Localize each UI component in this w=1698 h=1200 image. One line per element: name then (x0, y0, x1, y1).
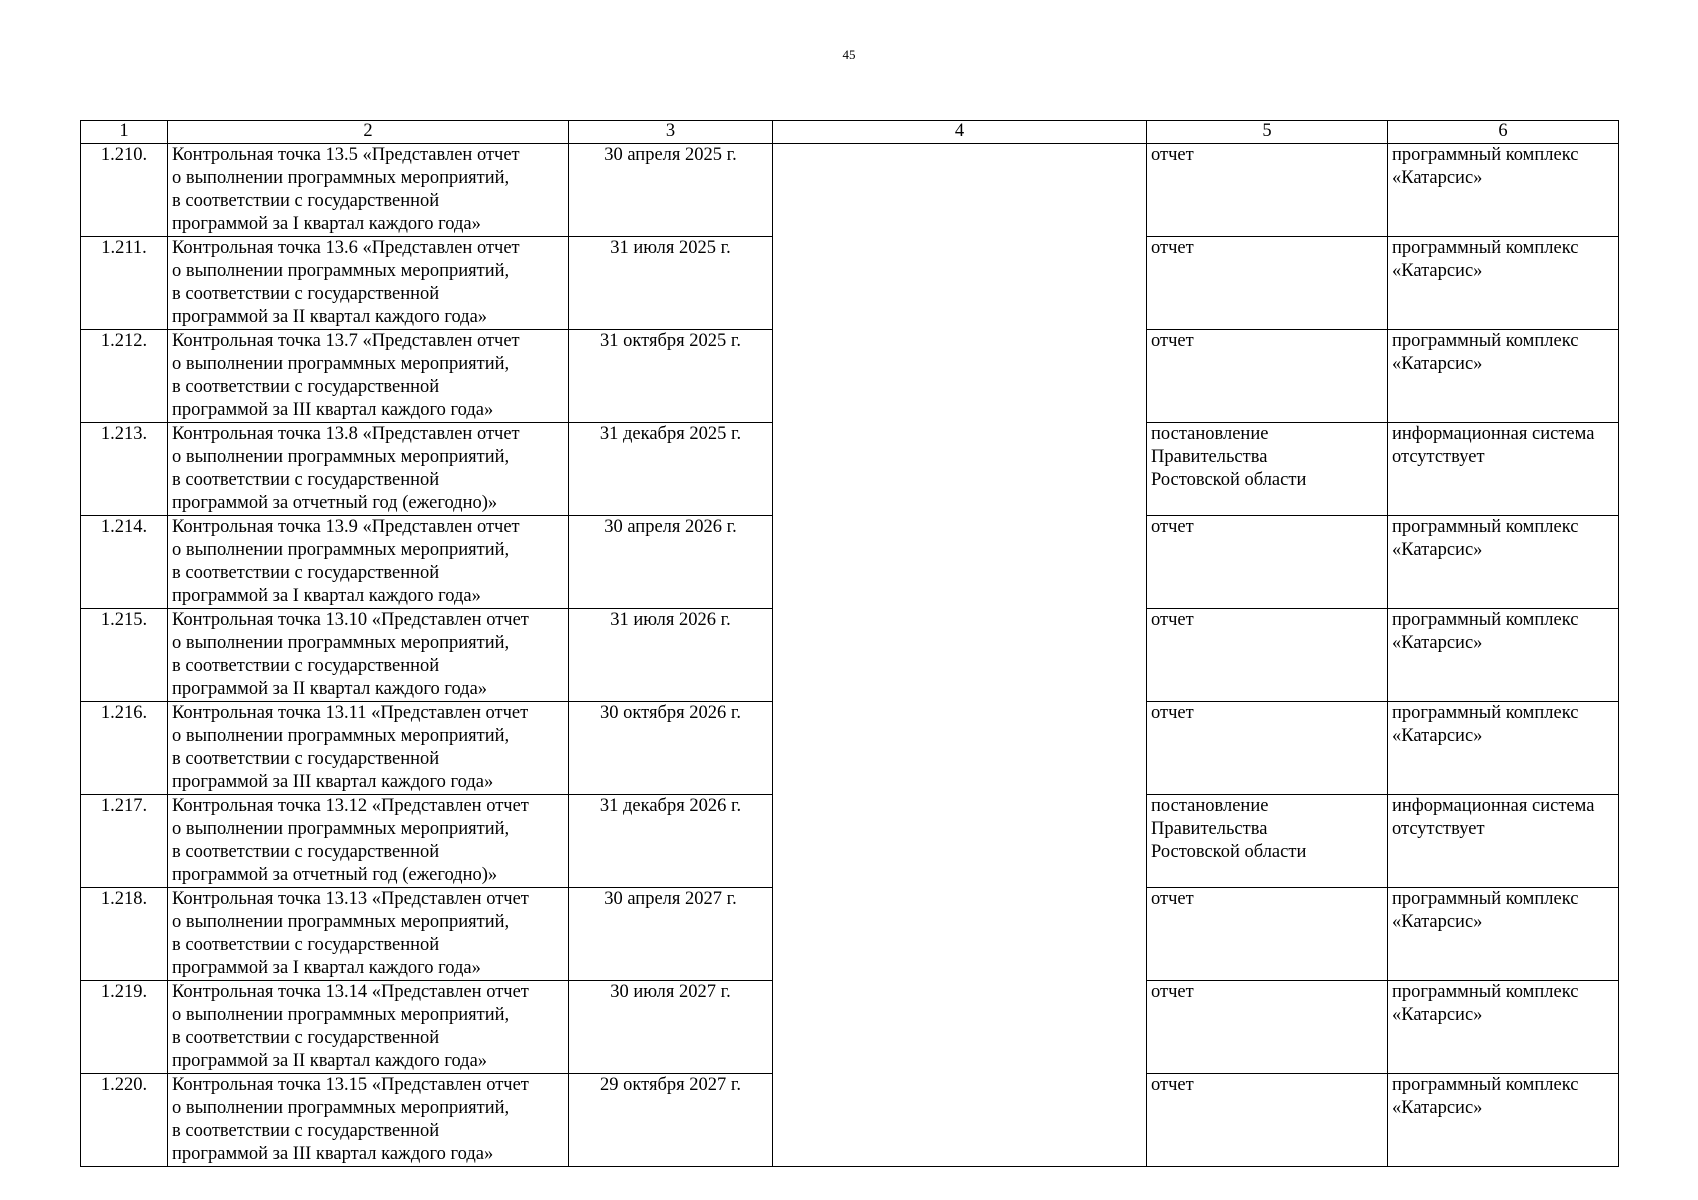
document-type-cell: отчет (1147, 981, 1388, 1074)
description-cell: Контрольная точка 13.9 «Представлен отчет о выполнении программных мероприятий, в соответствии с государственной программой за I квартал каждого года» (168, 516, 569, 609)
date-cell: 31 декабря 2026 г. (569, 795, 773, 888)
description-cell: Контрольная точка 13.15 «Представлен отчет о выполнении программных мероприятий, в соответствии с государственной программой за III квартал каждого года» (168, 1074, 569, 1167)
row-number-cell: 1.217. (81, 795, 168, 888)
document-type-cell: отчет (1147, 1074, 1388, 1167)
header-cell-6: 6 (1388, 121, 1619, 144)
document-type-cell: постановление Правительства Ростовской области (1147, 423, 1388, 516)
row-number-cell: 1.212. (81, 330, 168, 423)
header-cell-1: 1 (81, 121, 168, 144)
information-system-cell: программный комплекс «Катарсис» (1388, 144, 1619, 237)
description-cell: Контрольная точка 13.11 «Представлен отчет о выполнении программных мероприятий, в соответствии с государственной программой за III квартал каждого года» (168, 702, 569, 795)
date-cell: 30 апреля 2027 г. (569, 888, 773, 981)
table-header-row (81, 121, 1619, 144)
date-cell: 30 октября 2026 г. (569, 702, 773, 795)
document-type-cell: отчет (1147, 330, 1388, 423)
information-system-cell: программный комплекс «Катарсис» (1388, 1074, 1619, 1167)
information-system-cell: программный комплекс «Катарсис» (1388, 609, 1619, 702)
information-system-cell: программный комплекс «Катарсис» (1388, 516, 1619, 609)
date-cell: 31 декабря 2025 г. (569, 423, 773, 516)
row-number-cell: 1.220. (81, 1074, 168, 1167)
row-number-cell: 1.213. (81, 423, 168, 516)
table-row (81, 144, 1619, 237)
header-cell-2: 2 (168, 121, 569, 144)
date-cell: 30 апреля 2026 г. (569, 516, 773, 609)
information-system-cell: программный комплекс «Катарсис» (1388, 888, 1619, 981)
information-system-cell: программный комплекс «Катарсис» (1388, 330, 1619, 423)
empty-cell (773, 144, 1147, 1167)
header-cell-5: 5 (1147, 121, 1388, 144)
date-cell: 31 октября 2025 г. (569, 330, 773, 423)
document-type-cell: отчет (1147, 144, 1388, 237)
description-cell: Контрольная точка 13.10 «Представлен отчет о выполнении программных мероприятий, в соответствии с государственной программой за II квартал каждого года» (168, 609, 569, 702)
date-cell: 29 октября 2027 г. (569, 1074, 773, 1167)
row-number-cell: 1.216. (81, 702, 168, 795)
description-cell: Контрольная точка 13.8 «Представлен отчет о выполнении программных мероприятий, в соответствии с государственной программой за отчетный год (ежегодно)» (168, 423, 569, 516)
row-number-cell: 1.210. (81, 144, 168, 237)
row-number-cell: 1.214. (81, 516, 168, 609)
table-body (81, 121, 1619, 1167)
row-number-cell: 1.215. (81, 609, 168, 702)
information-system-cell: информационная система отсутствует (1388, 795, 1619, 888)
row-number-cell: 1.219. (81, 981, 168, 1074)
description-cell: Контрольная точка 13.14 «Представлен отчет о выполнении программных мероприятий, в соответствии с государственной программой за II квартал каждого года» (168, 981, 569, 1074)
information-system-cell: информационная система отсутствует (1388, 423, 1619, 516)
row-number-cell: 1.218. (81, 888, 168, 981)
description-cell: Контрольная точка 13.12 «Представлен отчет о выполнении программных мероприятий, в соответствии с государственной программой за отчетный год (ежегодно)» (168, 795, 569, 888)
document-type-cell: отчет (1147, 702, 1388, 795)
control-points-table (80, 120, 1619, 1167)
date-cell: 31 июля 2026 г. (569, 609, 773, 702)
date-cell: 30 апреля 2025 г. (569, 144, 773, 237)
description-cell: Контрольная точка 13.7 «Представлен отчет о выполнении программных мероприятий, в соответствии с государственной программой за III квартал каждого года» (168, 330, 569, 423)
document-type-cell: отчет (1147, 888, 1388, 981)
description-cell: Контрольная точка 13.6 «Представлен отчет о выполнении программных мероприятий, в соответствии с государственной программой за II квартал каждого года» (168, 237, 569, 330)
document-type-cell: отчет (1147, 609, 1388, 702)
header-cell-3: 3 (569, 121, 773, 144)
information-system-cell: программный комплекс «Катарсис» (1388, 237, 1619, 330)
header-cell-4: 4 (773, 121, 1147, 144)
information-system-cell: программный комплекс «Катарсис» (1388, 702, 1619, 795)
date-cell: 30 июля 2027 г. (569, 981, 773, 1074)
row-number-cell: 1.211. (81, 237, 168, 330)
description-cell: Контрольная точка 13.13 «Представлен отчет о выполнении программных мероприятий, в соответствии с государственной программой за I квартал каждого года» (168, 888, 569, 981)
document-type-cell: постановление Правительства Ростовской области (1147, 795, 1388, 888)
information-system-cell: программный комплекс «Катарсис» (1388, 981, 1619, 1074)
date-cell: 31 июля 2025 г. (569, 237, 773, 330)
document-type-cell: отчет (1147, 516, 1388, 609)
description-cell: Контрольная точка 13.5 «Представлен отчет о выполнении программных мероприятий, в соответствии с государственной программой за I квартал каждого года» (168, 144, 569, 237)
document-type-cell: отчет (1147, 237, 1388, 330)
page-number: 45 (842, 47, 856, 62)
